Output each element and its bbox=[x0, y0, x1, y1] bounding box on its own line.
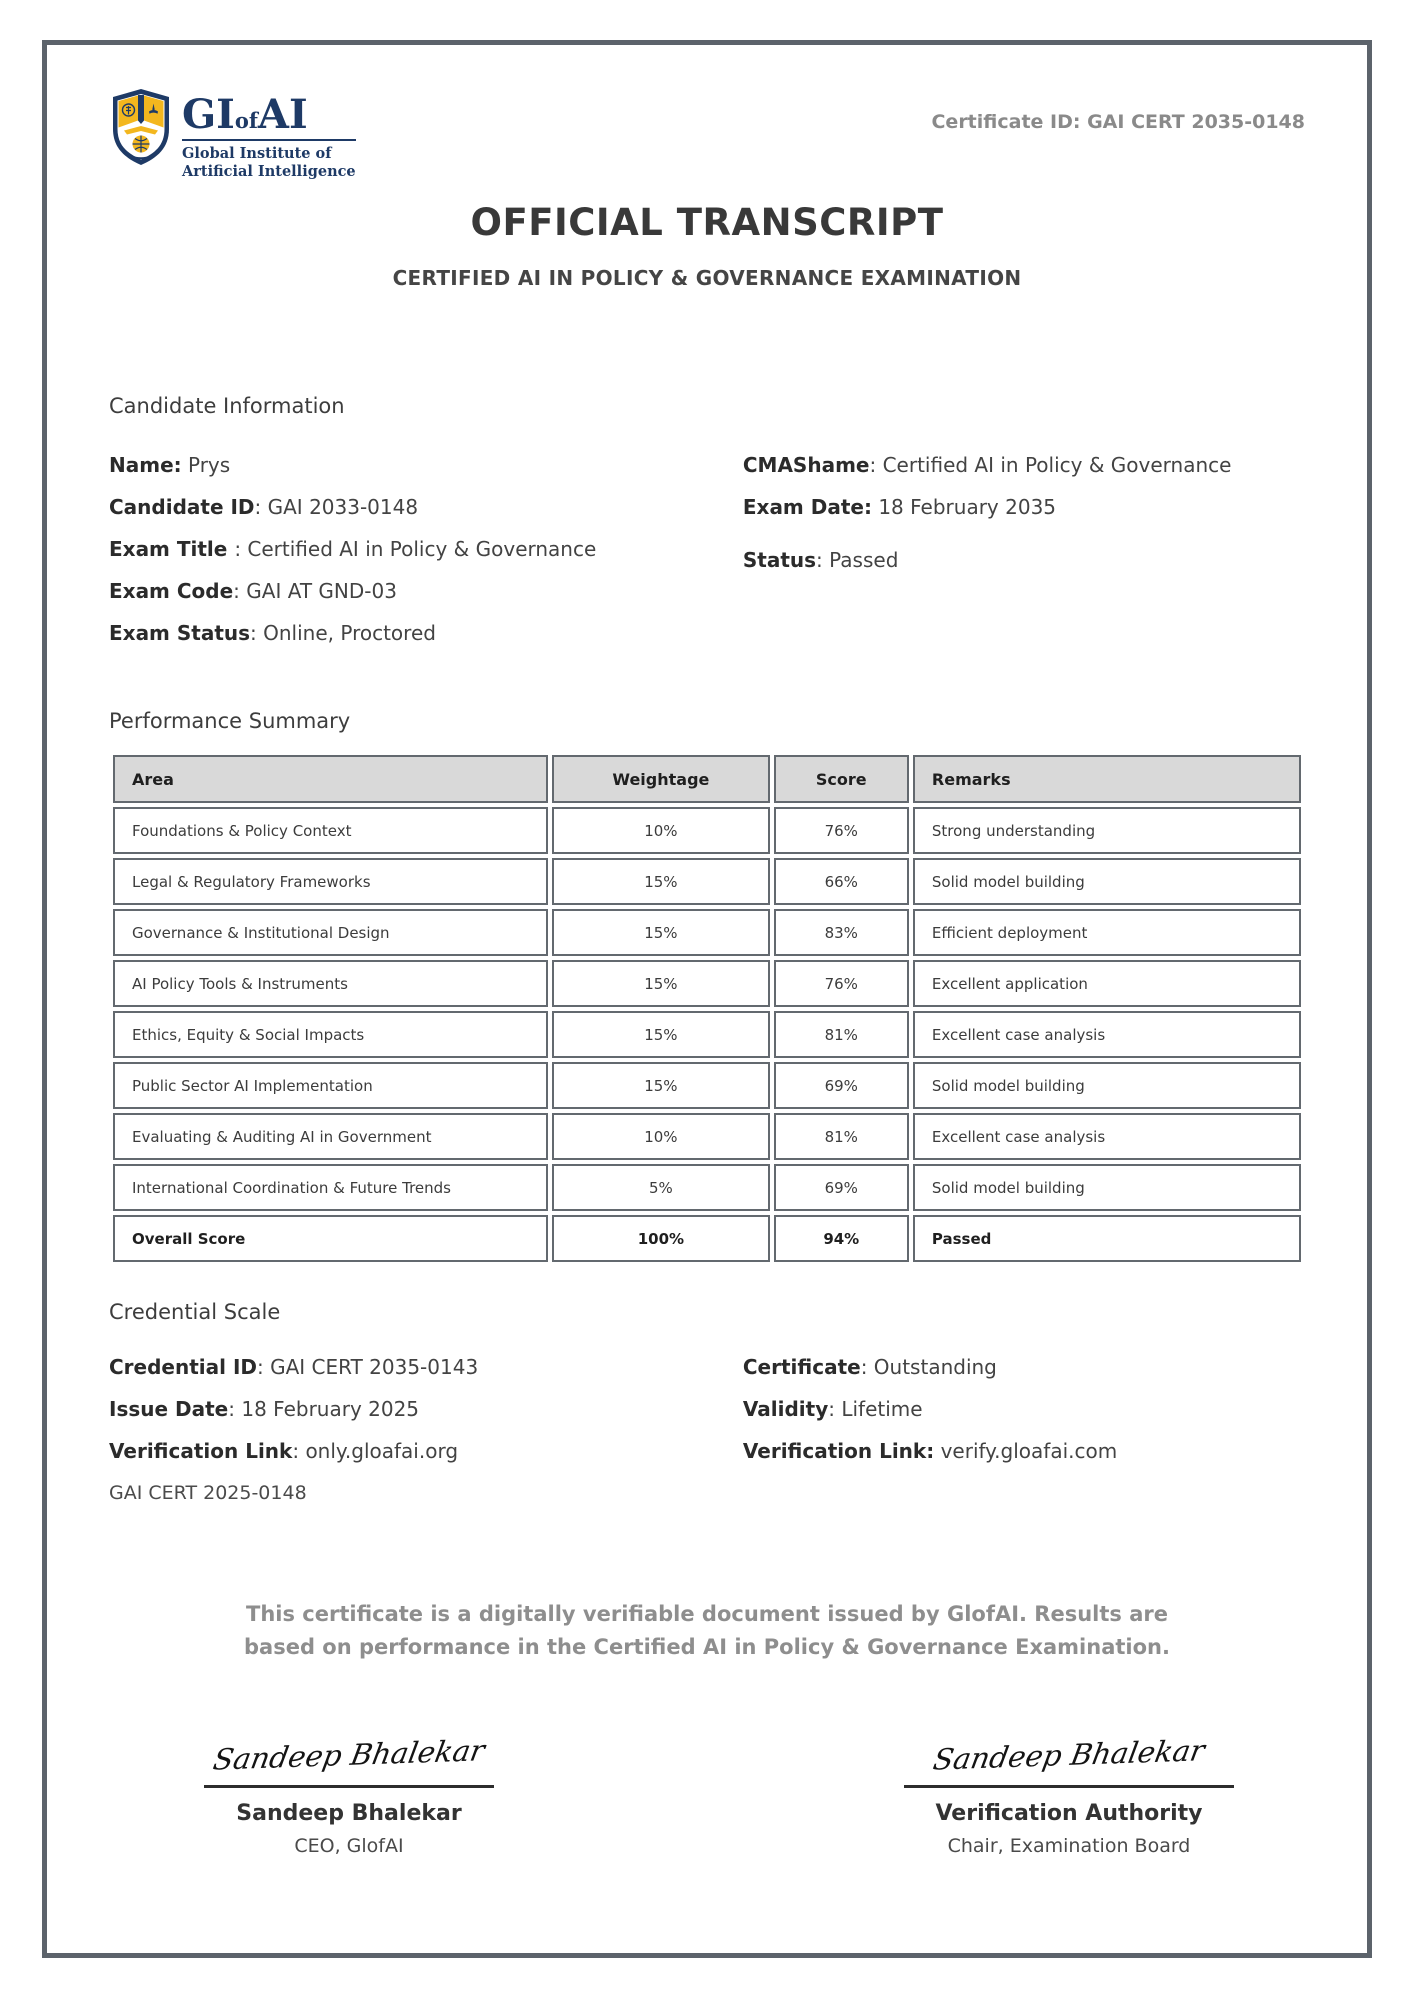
performance-table bbox=[109, 751, 1305, 1266]
weightage-cell: 10% bbox=[552, 807, 770, 854]
credential-fields-right bbox=[743, 1346, 1305, 1514]
remarks-cell: Efficient deployment bbox=[913, 909, 1301, 956]
shield-logo-icon bbox=[109, 87, 173, 171]
field-exam-title: Exam Title : Certified AI in Policy & Governance bbox=[109, 537, 597, 561]
credential-plain-id: GAI CERT 2025-0148 bbox=[109, 1482, 307, 1504]
table-row bbox=[113, 1113, 1301, 1160]
field-candidate-id: Candidate ID: GAI 2033-0148 bbox=[109, 495, 419, 519]
table-row bbox=[113, 1011, 1301, 1058]
signatory-name: Sandeep Bhalekar bbox=[236, 1801, 462, 1827]
candidate-fields-right bbox=[743, 444, 1305, 654]
score-cell: 69% bbox=[774, 1164, 909, 1211]
signatures bbox=[109, 1729, 1305, 1879]
candidate-info-heading: Candidate Information bbox=[109, 394, 345, 418]
header-remarks: Remarks bbox=[913, 755, 1301, 803]
table-row bbox=[113, 1062, 1301, 1109]
page-title: OFFICIAL TRANSCRIPT bbox=[470, 201, 944, 244]
remarks-cell: Solid model building bbox=[913, 1062, 1301, 1109]
score-cell: 69% bbox=[774, 1062, 909, 1109]
area-cell: AI Policy Tools & Instruments bbox=[113, 960, 548, 1007]
weightage-cell: 15% bbox=[552, 858, 770, 905]
score-cell: 81% bbox=[774, 1011, 909, 1058]
overall-score-cell: 94% bbox=[774, 1215, 909, 1262]
certificate-id: Certificate ID: GAI CERT 2035-0148 bbox=[931, 111, 1305, 133]
logo-divider bbox=[182, 139, 356, 141]
field-status: Status: Passed bbox=[742, 548, 899, 572]
signature-block-ceo bbox=[204, 1729, 494, 1857]
field-verification-link-2: Verification Link: verify.gloafai.com bbox=[742, 1439, 1118, 1463]
field-issue-date: Issue Date: 18 February 2025 bbox=[109, 1397, 420, 1421]
table-row bbox=[113, 1164, 1301, 1211]
signatory-role: Chair, Examination Board bbox=[947, 1835, 1191, 1858]
field-exam-status: Exam Status: Online, Proctored bbox=[109, 621, 436, 645]
performance-summary-heading: Performance Summary bbox=[109, 709, 351, 733]
weightage-cell: 15% bbox=[552, 960, 770, 1007]
weightage-cell: 10% bbox=[552, 1113, 770, 1160]
overall-remarks-cell: Passed bbox=[913, 1215, 1301, 1262]
area-cell: Legal & Regulatory Frameworks bbox=[113, 858, 548, 905]
header-score: Score bbox=[774, 755, 909, 803]
table-row bbox=[113, 858, 1301, 905]
weightage-cell: 15% bbox=[552, 909, 770, 956]
credential-fields-left bbox=[109, 1346, 743, 1514]
header bbox=[109, 87, 1305, 195]
credential-scale-heading: Credential Scale bbox=[109, 1300, 281, 1324]
score-cell: 83% bbox=[774, 909, 909, 956]
remarks-cell: Excellent case analysis bbox=[913, 1113, 1301, 1160]
institute-logo bbox=[109, 87, 356, 181]
score-cell: 76% bbox=[774, 960, 909, 1007]
signature-handwriting-verification: Sandeep Bhalekar bbox=[930, 1733, 1208, 1777]
field-exam-code: Exam Code: GAI AT GND-03 bbox=[109, 579, 397, 603]
verification-note: This certificate is a digitally verifiable document issued by GlofAI. Results are based on performance in the Certified AI in Policy & Governance Examination. bbox=[244, 1602, 1170, 1659]
field-credential-id: Credential ID: GAI CERT 2035-0143 bbox=[109, 1355, 479, 1379]
remarks-cell: Solid model building bbox=[913, 1164, 1301, 1211]
field-cmashame: CMAShame: Certified AI in Policy & Governance bbox=[742, 453, 1232, 477]
logo-org-name: Global Institute of Artificial Intelligence bbox=[182, 145, 356, 181]
header-area: Area bbox=[113, 755, 548, 803]
remarks-cell: Excellent application bbox=[913, 960, 1301, 1007]
field-name: Name: Prys bbox=[109, 453, 231, 477]
logo-acronym: GIofAI bbox=[182, 91, 308, 138]
credential-fields bbox=[109, 1346, 1305, 1514]
remarks-cell: Solid model building bbox=[913, 858, 1301, 905]
remarks-cell: Strong understanding bbox=[913, 807, 1301, 854]
overall-area-cell: Overall Score bbox=[113, 1215, 548, 1262]
overall-weightage-cell: 100% bbox=[552, 1215, 770, 1262]
signature-block-verification bbox=[904, 1729, 1234, 1857]
signature-line bbox=[204, 1785, 494, 1788]
signature-handwriting-ceo: Sandeep Bhalekar bbox=[210, 1733, 488, 1777]
remarks-cell: Excellent case analysis bbox=[913, 1011, 1301, 1058]
score-cell: 66% bbox=[774, 858, 909, 905]
logo-text bbox=[182, 87, 356, 181]
table-row bbox=[113, 960, 1301, 1007]
area-cell: Public Sector AI Implementation bbox=[113, 1062, 548, 1109]
weightage-cell: 15% bbox=[552, 1062, 770, 1109]
score-cell: 76% bbox=[774, 807, 909, 854]
table-header-row bbox=[113, 755, 1301, 803]
candidate-fields bbox=[109, 444, 1305, 654]
score-cell: 81% bbox=[774, 1113, 909, 1160]
area-cell: Foundations & Policy Context bbox=[113, 807, 548, 854]
field-certificate-grade: Certificate: Outstanding bbox=[742, 1355, 997, 1379]
field-verification-link: Verification Link: only.gloafai.org bbox=[109, 1439, 459, 1463]
weightage-cell: 15% bbox=[552, 1011, 770, 1058]
header-weightage: Weightage bbox=[552, 755, 770, 803]
signatory-name: Verification Authority bbox=[935, 1801, 1203, 1827]
signature-line bbox=[904, 1785, 1234, 1788]
table-row bbox=[113, 807, 1301, 854]
field-validity: Validity: Lifetime bbox=[742, 1397, 923, 1421]
certificate-page bbox=[42, 40, 1372, 1958]
page-subtitle: CERTIFIED AI IN POLICY & GOVERNANCE EXAMINATION bbox=[392, 266, 1022, 290]
area-cell: Governance & Institutional Design bbox=[113, 909, 548, 956]
field-exam-date: Exam Date: 18 February 2035 bbox=[742, 495, 1057, 519]
weightage-cell: 5% bbox=[552, 1164, 770, 1211]
area-cell: International Coordination & Future Trends bbox=[113, 1164, 548, 1211]
area-cell: Evaluating & Auditing AI in Government bbox=[113, 1113, 548, 1160]
area-cell: Ethics, Equity & Social Impacts bbox=[113, 1011, 548, 1058]
overall-score-row bbox=[113, 1215, 1301, 1262]
signatory-role: CEO, GlofAI bbox=[294, 1835, 404, 1858]
table-row bbox=[113, 909, 1301, 956]
candidate-fields-left bbox=[109, 444, 743, 654]
